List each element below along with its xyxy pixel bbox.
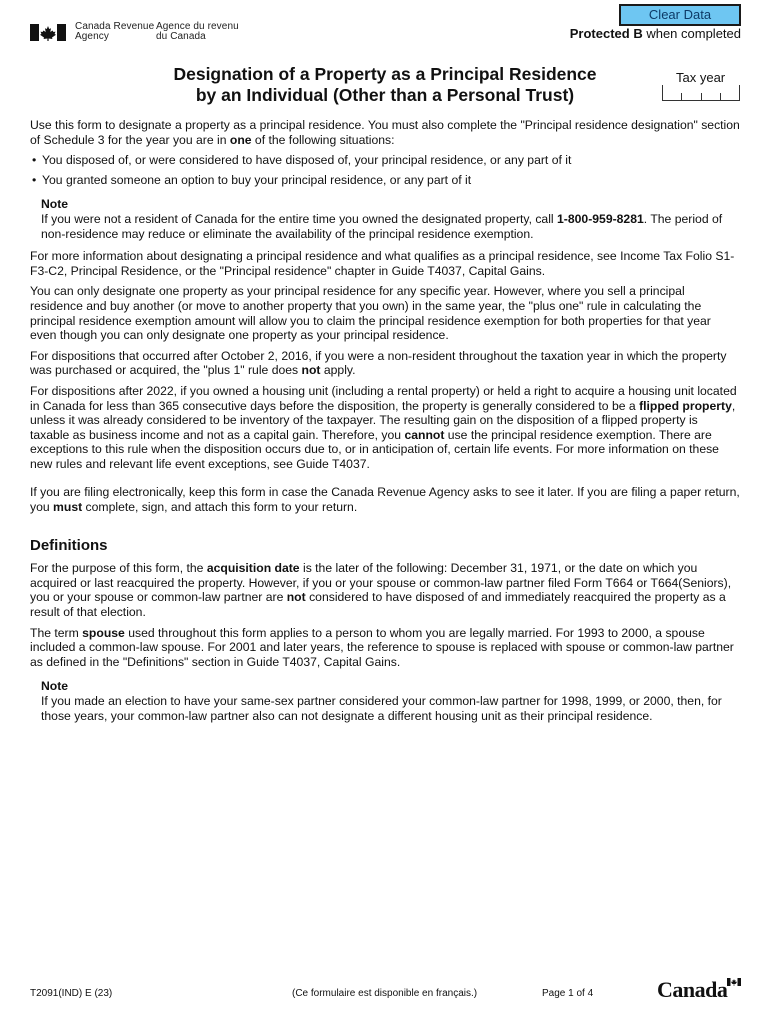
- october-2016-paragraph: For dispositions that occurred after October 2, 2016, if you were a non-resident throughout the taxation year in which the property was purchased or acquired, the "plus 1" rule does not apply.: [30, 348, 727, 378]
- note-text: If you made an election to have your same-sex partner considered your common-law partner for 1998, 1999, or 2000, then, for those years, your common-law partner also can not designate a different housing unit as their principal residence.: [41, 694, 722, 723]
- form-instructions: [30, 118, 740, 731]
- protected-b-label: [570, 26, 741, 41]
- protected-b-bold: Protected B: [569, 26, 643, 41]
- agency-en-line1: Canada Revenue: [75, 21, 155, 32]
- definitions-heading: Definitions: [30, 536, 108, 554]
- agency-name-english: [75, 22, 154, 42]
- more-info-paragraph: For more information about designating a principal residence and what qualifies as a principal residence, see Income Tax Folio S1-F3-C2, Principal Residence, or the "Principal residence" chapter in Guide T4037, Capital Gains.: [30, 249, 735, 278]
- tax-year-digit-2[interactable]: [682, 93, 701, 100]
- canada-wordmark: Canada: [657, 977, 728, 1002]
- canada-wordmark-flag-icon: [727, 978, 741, 986]
- list-item: • You disposed of, or were considered to have disposed of, your principal residence, or any part of it: [30, 153, 740, 168]
- flipped-property-paragraph: For dispositions after 2022, if you owned a housing unit (including a rental property) or held a right to acquire a housing unit located in Canada for less than 365 consecutive days before the disposition, the property is generally considered to be a flipped property, unless it was already considered to be inventory of the taxpayer. The resulting gain on the disposition of a flipped property is taxable as business income and not as a capital gain. Therefore, you cannot use the principal residence exemption. There are exceptions to this rule when the disposition occurs due to, or in anticipation of, certain life events. For more information on these new rules and relevant life event exceptions, see Guide T4037.: [30, 383, 737, 471]
- french-availability-note: (Ce formulaire est disponible en français.): [292, 988, 478, 999]
- canada-flag-icon: [30, 24, 66, 41]
- intro-paragraph: Use this form to designate a property as a principal residence. You must also complete the "Principal residence designation" section of Schedule 3 for the year you are in one of the following situations:: [30, 118, 740, 147]
- note-heading: Note: [41, 679, 69, 694]
- agency-fr-line2: du Canada: [156, 31, 206, 42]
- tax-year-label: Tax year: [676, 70, 726, 85]
- form-title: [100, 64, 670, 106]
- acquisition-date-paragraph: For the purpose of this form, the acquisition date is the later of the following: December 31, 1971, or the date on which you acquired or last reacquired the property. However, if you or your spouse or common-law partner filed Form T664 or T664(Seniors), you or your spouse or common-law partner are not considered to have disposed of and immediately reacquired the property as a result of that election.: [30, 561, 732, 620]
- agency-fr-line1: Agence du revenu: [156, 21, 239, 32]
- plus-one-paragraph: You can only designate one property as your principal residence for any specific year. However, where you sell a principal residence and buy another (or move to another property that you own) in the same year, the "plus one" rule in calculating the principal residence exemption amount will allow you to claim the principal residence exemption for both properties for that year even though you can only designate one property as your principal residence.: [30, 284, 711, 343]
- note-non-resident: [30, 197, 740, 241]
- note-heading: Note: [41, 197, 69, 212]
- phone-number: 1-800-959-8281: [557, 211, 644, 226]
- tax-year-digit-3[interactable]: [702, 93, 721, 100]
- agency-name-french: [156, 22, 239, 42]
- electronic-filing-paragraph: If you are filing electronically, keep this form in case the Canada Revenue Agency asks to see it later. If you are filing a paper return, you must complete, sign, and attach this form to your return.: [30, 485, 740, 515]
- tax-year-digit-1[interactable]: [663, 93, 682, 100]
- form-title-line1: Designation of a Property as a Principal Residence: [173, 64, 597, 84]
- clear-data-button[interactable]: Clear Data: [619, 4, 741, 26]
- spouse-paragraph: The term spouse used throughout this form applies to a person to whom you are legally married. For 1993 to 2000, a spouse included a common-law spouse. For 2001 and later years, the reference to spouse is replaced with spouse or common-law partner as defined in the "Definitions" section in Guide T4037, Capital Gains.: [30, 625, 734, 669]
- form-title-line2: by an Individual (Other than a Personal Trust): [195, 85, 575, 105]
- tax-year-digit-4[interactable]: [721, 93, 739, 100]
- note-text: If you were not a resident of Canada for the entire time you owned the designated property, call 1-800-959-8281. The period of non-residence may reduce or eliminate the availability of the principal residence exemption.: [41, 211, 723, 241]
- form-code: T2091(IND) E (23): [30, 988, 113, 999]
- situations-list: [30, 153, 740, 187]
- note-same-sex-partner: [30, 679, 740, 723]
- tax-year-input[interactable]: [662, 85, 740, 101]
- protected-b-rest: when completed: [642, 26, 741, 41]
- page-number: Page 1 of 4: [542, 988, 594, 999]
- agency-en-line2: Agency: [75, 31, 109, 42]
- list-item: • You granted someone an option to buy your principal residence, or any part of it: [30, 173, 740, 188]
